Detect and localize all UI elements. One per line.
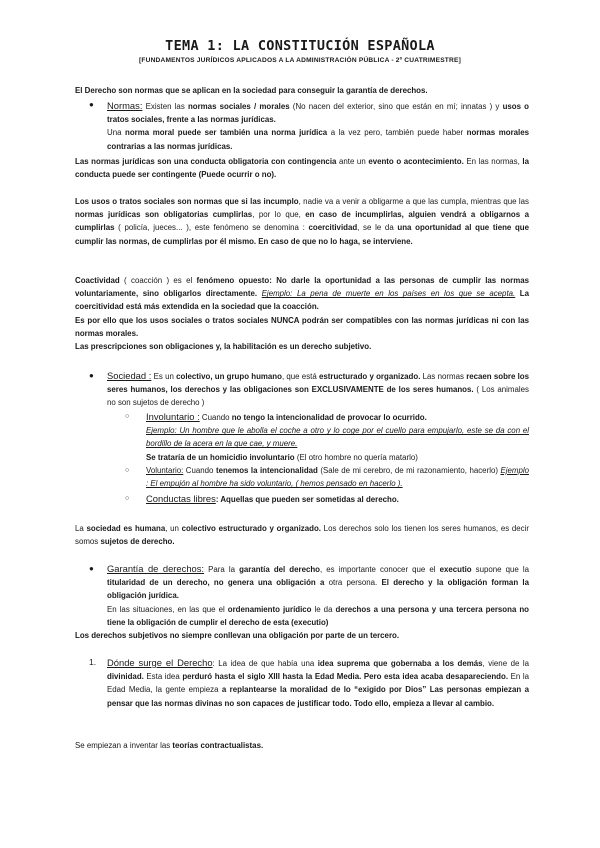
circle-bullet-icon: ○ — [125, 495, 130, 502]
contractualistas-paragraph: Se empiezan a inventar las teorías contractualistas. — [75, 741, 264, 750]
coercitividad-paragraph: Los usos o tratos sociales son normas que si las incumplo, nadie va a venir a obligarme a que las cumpla, mientras que las normas jurídicas son obligatorias cumplirlas, por lo que, en caso de incumplirlas, alguien vendrá a obligarnos a cumplirlas ( policía, jueces... ), este fenómeno se denomina : coercitividad, se le da una oportunidad al que tiene que cumplir las normas, de cumplirlas por él mismo. En caso de que no lo haga, se interviene. — [75, 197, 530, 246]
normas-juridicas-paragraph: Las normas jurídicas son una conducta obligatoria con contingencia ante un evento o acontecimiento. En las normas, la conducta puede ser contingente (Puede ocurrir o no). — [75, 157, 529, 180]
bullet-icon: ● — [89, 100, 94, 109]
voluntario-paragraph: Voluntario: Cuando tenemos la intencionalidad (Sale de mi cerebro, de mi razonamiento, hacerlo) Ejemplo : El empujón al hombre ha sido voluntario, ( hemos pensado en hacerlo ). — [146, 466, 529, 489]
circle-bullet-icon: ○ — [125, 467, 130, 474]
sociedad-label: Sociedad : — [107, 370, 152, 381]
garantia-label: Garantía de derechos: — [107, 563, 205, 574]
normas-paragraph: Normas: Existen las normas sociales / morales (No nacen del exterior, sino que están en mí; innatas ) y usos o tratos sociales, frente a las normas jurídicas. Una norma moral puede ser también una norma jurídica a la vez pero, también puede haber normas morales contrarias a las normas jurídicas. — [107, 100, 530, 151]
involuntario-example: Ejemplo: Un hombre que le abolla el coche a otro y lo coge por el cuello para empujarlo, este se da con el bordillo de la acera en la que cae, y muere. — [146, 426, 529, 449]
sociedad-paragraph: Sociedad : Es un colectivo, un grupo humano, que está estructurado y organizado. Las normas recaen sobre los seres humanos, los derechos y las obligaciones son EXCLUSIVAMENTE de los seres humanos. ( Los animales no son sujetos de derecho ) — [107, 370, 530, 408]
list-number: 1. — [89, 657, 97, 667]
circle-bullet-icon: ○ — [125, 413, 130, 420]
sociedad-humana-paragraph: La sociedad es humana, un colectivo estructurado y organizado. Los derechos solo los tienen los seres humanos, es decir somos sujetos de derecho. — [75, 524, 529, 547]
bullet-icon: ● — [89, 371, 94, 380]
conductas-label: Conductas libres — [146, 493, 216, 504]
coactividad-example: Ejemplo: La pena de muerte en los países en los que se acepta. — [261, 289, 516, 299]
document-subtitle: [FUNDAMENTOS JURÍDICOS APLICADOS A LA ADMINISTRACIÓN PÚBLICA - 2º CUATRIMESTRE] — [138, 57, 461, 64]
garantia-paragraph: Garantía de derechos: Para la garantía del derecho, es importante conocer que el executio supone que la titularidad de un derecho, no genera una obligación a otra persona. El derecho y la obligación forman la obligación jurídica. En las situaciones, en las que el ordenamiento jurídico le da derechos a una persona y una tercera persona no tiene la obligación de cumplir el derecho de esta (executio) — [107, 563, 530, 627]
bullet-icon: ● — [89, 564, 94, 573]
donde-surge-paragraph: Dónde surge el Derecho: La idea de que había una idea suprema que gobernaba a los demás, viene de la divinidad. Esta idea perduró hasta el siglo XIII hasta la Edad Media. Pero esta idea acaba desapareciendo. En la Edad Media, la gente empieza a replantearse la moralidad de lo “exigido por Dios” Las personas empiezan a pensar que las normas divinas no son capaces de justificar todo. Todo ello, empieza a llevar al cambio. — [107, 657, 529, 708]
coactividad-paragraph: Coactividad ( coacción ) es el fenómeno opuesto: No darle la oportunidad a las personas de cumplir las normas voluntariamente, sino obligarlos directamente. Ejemplo: La pena de muerte en los países en los que se acepta. La coercitividad está más extendida en la sociedad que la coacción. Es por ello que los usos sociales o tratos sociales NUNCA podrán ser compatibles con las normas jurídicas ni con las normas morales. Las prescripciones son obligaciones y, la habilitación es un derecho subjetivo. — [75, 276, 530, 352]
normas-label: Normas: — [107, 100, 143, 111]
derechos-subjetivos-paragraph: Los derechos subjetivos no siempre conllevan una obligación por parte de un tercero. — [75, 631, 400, 640]
document-title: TEMA 1: LA CONSTITUCIÓN ESPAÑOLA — [165, 38, 435, 54]
conductas-paragraph: Conductas libres: Aquellas que pueden ser sometidas al derecho. — [146, 493, 399, 504]
voluntario-label: Voluntario: — [146, 466, 184, 475]
involuntario-paragraph: Involuntario : Cuando no tengo la intencionalidad de provocar lo ocurrido. Ejemplo: Un hombre que le abolla el coche a otro y lo coge por el cuello para empujarlo, este se da con el bordillo de la acera en la que cae, y muere. Se trataría de un homicidio involuntario (El otro hombre no quería matarlo) — [146, 411, 529, 462]
voluntario-example: Ejemplo : El empujón al hombre ha sido voluntario, ( hemos pensado en hacerlo ). — [146, 466, 529, 489]
donde-surge-label: Dónde surge el Derecho — [107, 657, 213, 668]
intro-paragraph: El Derecho son normas que se aplican en la sociedad para conseguir la garantía de derechos. — [75, 86, 428, 95]
involuntario-label: Involuntario : — [146, 411, 200, 422]
